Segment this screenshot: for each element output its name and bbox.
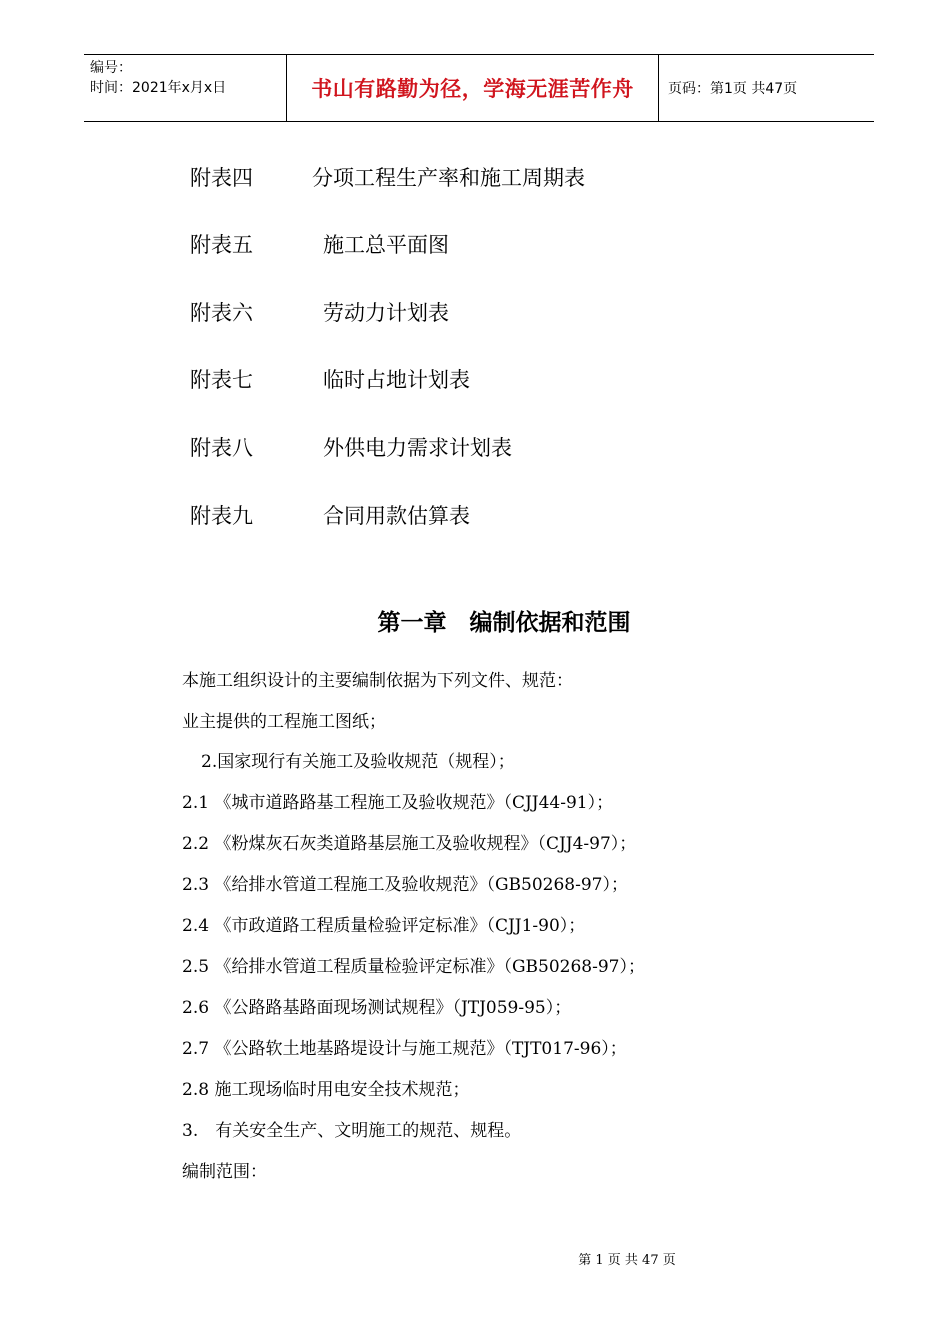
body-line: 3. 有关安全生产、文明施工的规范、规程。 <box>182 1121 522 1141</box>
appendix-title: 临时占地计划表 <box>323 368 470 392</box>
document-number-label: 编号： <box>90 60 132 76</box>
appendix-code: 附表九 <box>190 504 253 528</box>
body-line: 业主提供的工程施工图纸； <box>182 712 386 732</box>
appendix-code: 附表八 <box>190 436 253 460</box>
appendix-code: 附表六 <box>190 301 253 325</box>
appendix-item <box>190 502 470 530</box>
appendix-item <box>190 231 449 259</box>
body-line: 2.1 《城市道路路基工程施工及验收规范》（CJJ44-91）； <box>182 793 614 813</box>
appendix-title: 劳动力计划表 <box>323 301 449 325</box>
chapter-title: 第一章 编制依据和范围 <box>377 610 631 636</box>
body-line: 2.国家现行有关施工及验收规范（规程）； <box>201 752 515 772</box>
body-line: 2.8 施工现场临时用电安全技术规范； <box>182 1080 470 1100</box>
body-line: 编制范围： <box>182 1162 267 1182</box>
appendix-item <box>190 366 470 394</box>
body-line: 2.5 《给排水管道工程质量检验评定标准》（GB50268-97）； <box>182 957 645 977</box>
appendix-title: 分项工程生产率和施工周期表 <box>312 166 585 190</box>
body-line: 本施工组织设计的主要编制依据为下列文件、规范： <box>182 671 573 691</box>
appendix-code: 附表七 <box>190 368 253 392</box>
appendix-title: 外供电力需求计划表 <box>323 436 512 460</box>
page-header <box>84 54 874 122</box>
body-line: 2.4 《市政道路工程质量检验评定标准》（CJJ1-90）； <box>182 916 586 936</box>
body-line: 2.3 《给排水管道工程施工及验收规范》（GB50268-97）； <box>182 875 628 895</box>
appendix-title: 施工总平面图 <box>323 233 449 257</box>
appendix-code: 附表四 <box>190 166 253 190</box>
body-line: 2.2 《粉煤灰石灰类道路基层施工及验收规程》（CJJ4-97）； <box>182 834 637 854</box>
appendix-code: 附表五 <box>190 233 253 257</box>
header-page-info: 页码：第1页 共47页 <box>668 81 798 97</box>
appendix-item <box>190 299 449 327</box>
appendix-item <box>190 434 512 462</box>
header-meta <box>84 55 286 121</box>
appendix-item <box>190 164 585 192</box>
appendix-title: 合同用款估算表 <box>323 504 470 528</box>
body-line: 2.7 《公路软土地基路堤设计与施工规范》（TJT017-96）； <box>182 1039 627 1059</box>
body-line: 2.6 《公路路基路面现场测试规程》（JTJ059-95）； <box>182 998 572 1018</box>
page-footer: 第 1 页 共 47 页 <box>578 1253 676 1268</box>
header-motto: 书山有路勤为径，学海无涯苦作舟 <box>286 55 659 121</box>
document-time-label: 时间：2021年x月x日 <box>90 80 227 96</box>
